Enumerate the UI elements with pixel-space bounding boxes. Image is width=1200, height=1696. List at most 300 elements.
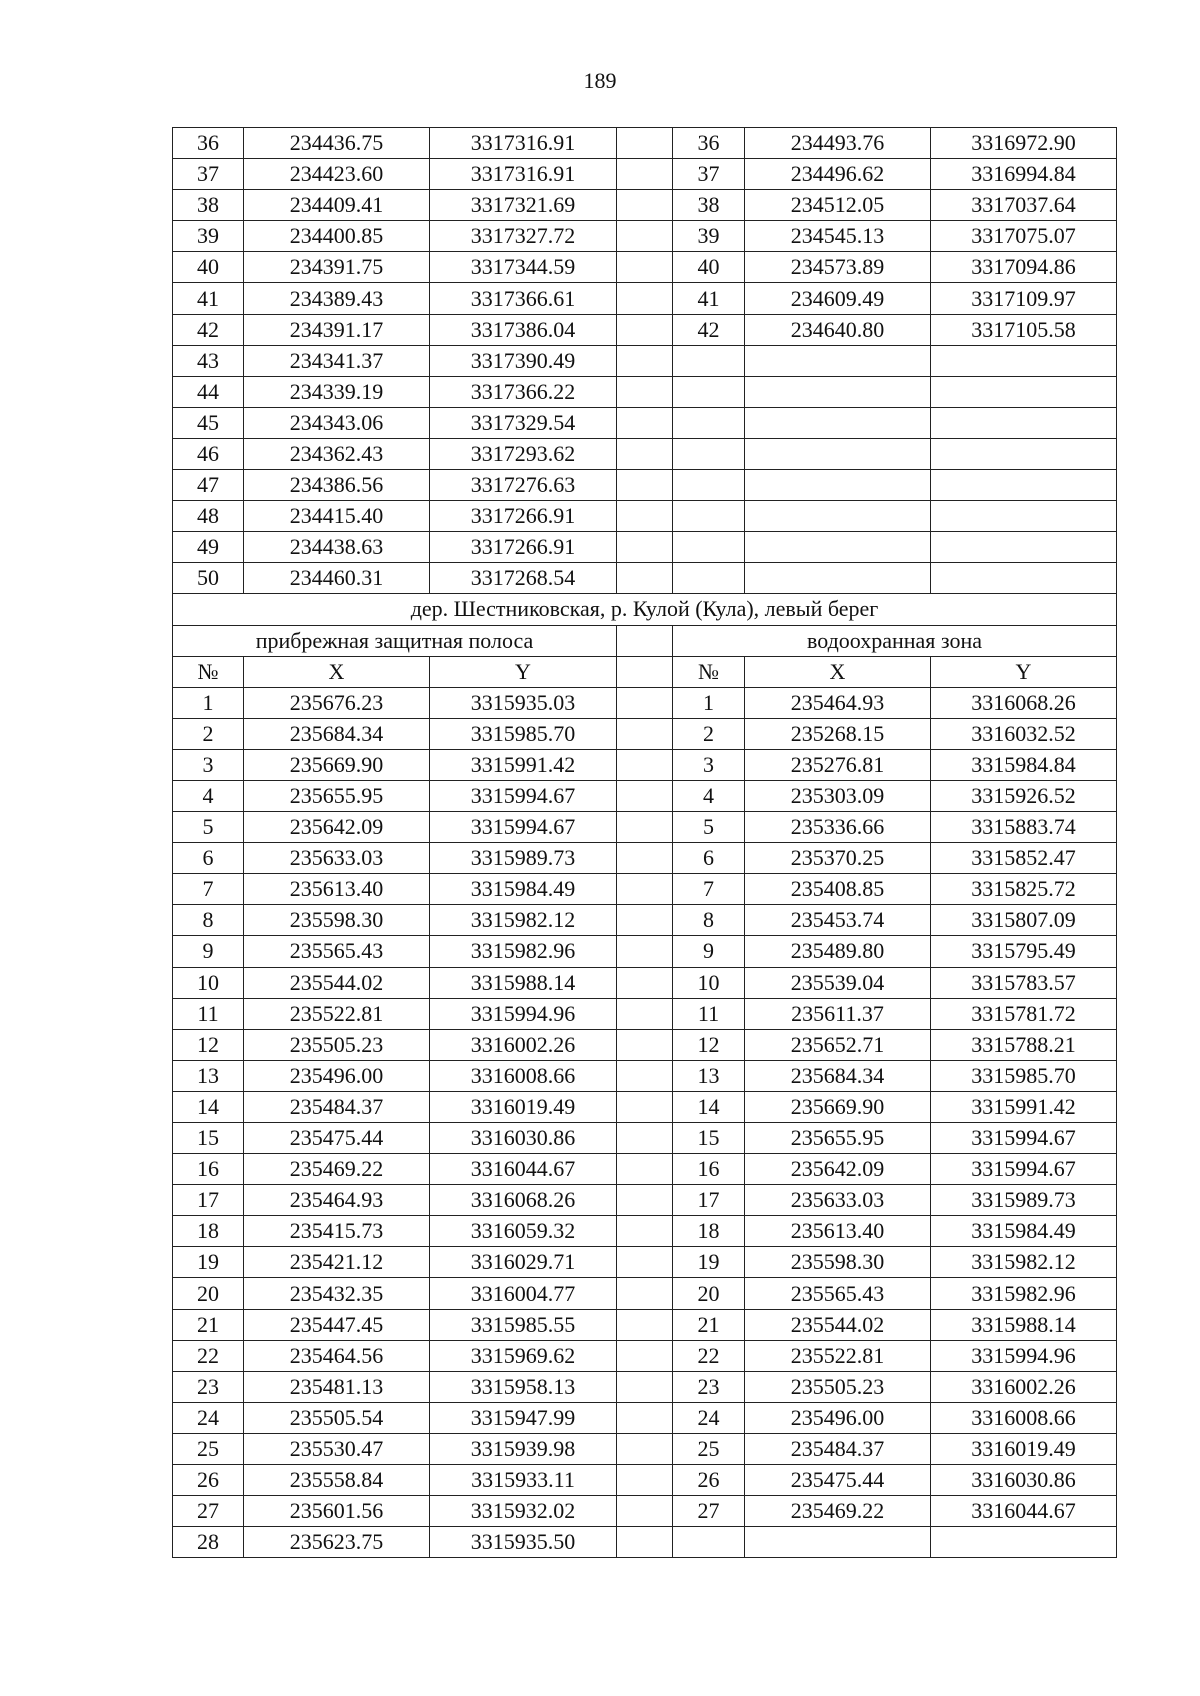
left-point-number: 3 <box>173 749 244 780</box>
left-x-coordinate: 235522.81 <box>244 998 430 1029</box>
table-row <box>173 1371 1117 1402</box>
table-row <box>173 812 1117 843</box>
table-row <box>173 128 1117 159</box>
right-y-coordinate <box>931 407 1117 438</box>
left-x-coordinate: 235642.09 <box>244 812 430 843</box>
right-x-coordinate: 235469.22 <box>745 1496 931 1527</box>
table-row <box>173 1060 1117 1091</box>
left-point-number: 49 <box>173 532 244 563</box>
left-point-number: 24 <box>173 1402 244 1433</box>
right-point-number: 7 <box>673 874 745 905</box>
left-x-coordinate: 235655.95 <box>244 780 430 811</box>
right-point-number: 8 <box>673 905 745 936</box>
table-row <box>173 1309 1117 1340</box>
left-point-number: 22 <box>173 1340 244 1371</box>
right-point-number: 37 <box>673 159 745 190</box>
left-x-coordinate: 235565.43 <box>244 936 430 967</box>
left-point-number: 44 <box>173 376 244 407</box>
left-point-number: 6 <box>173 843 244 874</box>
gap-cell <box>617 376 673 407</box>
right-y-coordinate: 3315852.47 <box>931 843 1117 874</box>
left-x-coordinate: 234391.17 <box>244 314 430 345</box>
left-y-coordinate: 3317268.54 <box>430 563 617 594</box>
right-y-coordinate <box>931 532 1117 563</box>
left-x-coordinate: 234460.31 <box>244 563 430 594</box>
left-y-coordinate: 3317366.22 <box>430 376 617 407</box>
right-x-coordinate: 235565.43 <box>745 1278 931 1309</box>
right-x-coordinate: 235336.66 <box>745 812 931 843</box>
gap-cell <box>617 470 673 501</box>
left-x-coordinate: 234415.40 <box>244 501 430 532</box>
right-y-coordinate: 3316044.67 <box>931 1496 1117 1527</box>
left-point-number: 28 <box>173 1527 244 1558</box>
gap-cell <box>617 407 673 438</box>
right-header-x: X <box>745 656 931 687</box>
gap-cell <box>617 159 673 190</box>
right-point-number: 20 <box>673 1278 745 1309</box>
right-point-number <box>673 532 745 563</box>
right-y-coordinate: 3317037.64 <box>931 190 1117 221</box>
table-row <box>173 221 1117 252</box>
left-x-coordinate: 234343.06 <box>244 407 430 438</box>
right-point-number <box>673 438 745 469</box>
left-x-coordinate: 235669.90 <box>244 749 430 780</box>
right-x-coordinate: 234640.80 <box>745 314 931 345</box>
left-y-coordinate: 3317276.63 <box>430 470 617 501</box>
left-y-coordinate: 3315994.67 <box>430 780 617 811</box>
right-x-coordinate: 235489.80 <box>745 936 931 967</box>
table-row <box>173 843 1117 874</box>
table-row <box>173 407 1117 438</box>
right-point-number: 10 <box>673 967 745 998</box>
right-header-y: Y <box>931 656 1117 687</box>
left-zone-title: прибрежная защитная полоса <box>173 625 617 656</box>
left-point-number: 17 <box>173 1185 244 1216</box>
left-header-y: Y <box>430 656 617 687</box>
left-point-number: 38 <box>173 190 244 221</box>
gap-cell <box>617 438 673 469</box>
right-y-coordinate: 3316030.86 <box>931 1465 1117 1496</box>
left-y-coordinate: 3315989.73 <box>430 843 617 874</box>
right-point-number: 19 <box>673 1247 745 1278</box>
left-x-coordinate: 234436.75 <box>244 128 430 159</box>
left-x-coordinate: 234409.41 <box>244 190 430 221</box>
right-y-coordinate: 3315994.67 <box>931 1154 1117 1185</box>
left-y-coordinate: 3315932.02 <box>430 1496 617 1527</box>
left-point-number: 41 <box>173 283 244 314</box>
right-point-number: 18 <box>673 1216 745 1247</box>
left-point-number: 39 <box>173 221 244 252</box>
left-point-number: 25 <box>173 1433 244 1464</box>
left-x-coordinate: 235469.22 <box>244 1154 430 1185</box>
right-y-coordinate: 3316019.49 <box>931 1433 1117 1464</box>
left-point-number: 23 <box>173 1371 244 1402</box>
right-y-coordinate: 3315991.42 <box>931 1091 1117 1122</box>
table-row <box>173 563 1117 594</box>
gap-cell <box>617 905 673 936</box>
right-y-coordinate <box>931 376 1117 407</box>
left-point-number: 1 <box>173 687 244 718</box>
left-y-coordinate: 3316002.26 <box>430 1029 617 1060</box>
right-point-number: 38 <box>673 190 745 221</box>
left-x-coordinate: 235464.93 <box>244 1185 430 1216</box>
right-y-coordinate: 3315926.52 <box>931 780 1117 811</box>
right-point-number: 14 <box>673 1091 745 1122</box>
gap-cell <box>617 345 673 376</box>
left-point-number: 2 <box>173 718 244 749</box>
left-y-coordinate: 3315984.49 <box>430 874 617 905</box>
right-point-number: 9 <box>673 936 745 967</box>
left-y-coordinate: 3316059.32 <box>430 1216 617 1247</box>
right-x-coordinate: 235669.90 <box>745 1091 931 1122</box>
right-y-coordinate: 3315982.96 <box>931 1278 1117 1309</box>
left-x-coordinate: 235684.34 <box>244 718 430 749</box>
left-y-coordinate: 3315985.55 <box>430 1309 617 1340</box>
table-row <box>173 438 1117 469</box>
right-y-coordinate: 3316002.26 <box>931 1371 1117 1402</box>
left-point-number: 42 <box>173 314 244 345</box>
left-x-coordinate: 235447.45 <box>244 1309 430 1340</box>
gap-cell <box>617 780 673 811</box>
gap-cell <box>617 314 673 345</box>
left-y-coordinate: 3317366.61 <box>430 283 617 314</box>
left-x-coordinate: 234423.60 <box>244 159 430 190</box>
left-x-coordinate: 235530.47 <box>244 1433 430 1464</box>
right-point-number <box>673 563 745 594</box>
right-x-coordinate <box>745 501 931 532</box>
table-row <box>173 998 1117 1029</box>
table-row <box>173 1091 1117 1122</box>
left-x-coordinate: 234386.56 <box>244 470 430 501</box>
left-y-coordinate: 3316030.86 <box>430 1123 617 1154</box>
left-y-coordinate: 3315935.50 <box>430 1527 617 1558</box>
right-x-coordinate: 235276.81 <box>745 749 931 780</box>
gap-cell <box>617 532 673 563</box>
left-y-coordinate: 3317316.91 <box>430 159 617 190</box>
table-row <box>173 376 1117 407</box>
left-x-coordinate: 235432.35 <box>244 1278 430 1309</box>
gap-cell <box>617 967 673 998</box>
right-x-coordinate: 234545.13 <box>745 221 931 252</box>
table-row <box>173 749 1117 780</box>
table-row <box>173 159 1117 190</box>
left-y-coordinate: 3317293.62 <box>430 438 617 469</box>
table-row <box>173 1433 1117 1464</box>
right-y-coordinate: 3315989.73 <box>931 1185 1117 1216</box>
right-point-number: 40 <box>673 252 745 283</box>
left-y-coordinate: 3315985.70 <box>430 718 617 749</box>
left-x-coordinate: 234362.43 <box>244 438 430 469</box>
right-x-coordinate: 235544.02 <box>745 1309 931 1340</box>
left-y-coordinate: 3315994.96 <box>430 998 617 1029</box>
gap-cell <box>617 749 673 780</box>
gap-cell <box>617 128 673 159</box>
left-x-coordinate: 235601.56 <box>244 1496 430 1527</box>
right-y-coordinate: 3317109.97 <box>931 283 1117 314</box>
gap-cell <box>617 1216 673 1247</box>
left-y-coordinate: 3317344.59 <box>430 252 617 283</box>
right-x-coordinate: 235655.95 <box>745 1123 931 1154</box>
right-x-coordinate <box>745 470 931 501</box>
left-y-coordinate: 3316008.66 <box>430 1060 617 1091</box>
left-x-coordinate: 235633.03 <box>244 843 430 874</box>
right-x-coordinate: 235370.25 <box>745 843 931 874</box>
left-y-coordinate: 3315994.67 <box>430 812 617 843</box>
right-x-coordinate: 235684.34 <box>745 1060 931 1091</box>
left-point-number: 36 <box>173 128 244 159</box>
right-y-coordinate <box>931 438 1117 469</box>
left-y-coordinate: 3317266.91 <box>430 501 617 532</box>
left-x-coordinate: 235415.73 <box>244 1216 430 1247</box>
left-point-number: 9 <box>173 936 244 967</box>
right-point-number: 26 <box>673 1465 745 1496</box>
right-point-number: 39 <box>673 221 745 252</box>
gap-cell <box>617 812 673 843</box>
left-x-coordinate: 235505.54 <box>244 1402 430 1433</box>
right-y-coordinate <box>931 1527 1117 1558</box>
right-y-coordinate: 3316994.84 <box>931 159 1117 190</box>
left-header-x: X <box>244 656 430 687</box>
right-x-coordinate: 235652.71 <box>745 1029 931 1060</box>
table-row <box>173 780 1117 811</box>
zone-title-row <box>173 625 1117 656</box>
right-point-number: 12 <box>673 1029 745 1060</box>
left-point-number: 15 <box>173 1123 244 1154</box>
column-header-row <box>173 656 1117 687</box>
right-x-coordinate <box>745 438 931 469</box>
right-point-number: 15 <box>673 1123 745 1154</box>
right-x-coordinate: 235496.00 <box>745 1402 931 1433</box>
left-point-number: 46 <box>173 438 244 469</box>
right-y-coordinate: 3315984.49 <box>931 1216 1117 1247</box>
left-y-coordinate: 3317390.49 <box>430 345 617 376</box>
right-x-coordinate: 234493.76 <box>745 128 931 159</box>
left-point-number: 37 <box>173 159 244 190</box>
left-point-number: 21 <box>173 1309 244 1340</box>
right-point-number: 22 <box>673 1340 745 1371</box>
left-y-coordinate: 3317386.04 <box>430 314 617 345</box>
left-y-coordinate: 3315939.98 <box>430 1433 617 1464</box>
left-point-number: 14 <box>173 1091 244 1122</box>
right-y-coordinate: 3315781.72 <box>931 998 1117 1029</box>
right-y-coordinate: 3316032.52 <box>931 718 1117 749</box>
right-point-number: 1 <box>673 687 745 718</box>
left-point-number: 20 <box>173 1278 244 1309</box>
right-x-coordinate <box>745 345 931 376</box>
right-y-coordinate: 3316008.66 <box>931 1402 1117 1433</box>
right-y-coordinate: 3315807.09 <box>931 905 1117 936</box>
left-y-coordinate: 3315969.62 <box>430 1340 617 1371</box>
right-x-coordinate: 235522.81 <box>745 1340 931 1371</box>
left-x-coordinate: 235505.23 <box>244 1029 430 1060</box>
table-row <box>173 1185 1117 1216</box>
table-row <box>173 1278 1117 1309</box>
table-row <box>173 283 1117 314</box>
right-point-number: 36 <box>673 128 745 159</box>
right-point-number <box>673 376 745 407</box>
left-x-coordinate: 235421.12 <box>244 1247 430 1278</box>
gap-cell <box>617 1433 673 1464</box>
right-x-coordinate: 235268.15 <box>745 718 931 749</box>
gap-cell <box>617 501 673 532</box>
left-point-number: 11 <box>173 998 244 1029</box>
right-y-coordinate: 3317094.86 <box>931 252 1117 283</box>
right-point-number <box>673 470 745 501</box>
right-y-coordinate: 3315984.84 <box>931 749 1117 780</box>
table-row <box>173 252 1117 283</box>
left-point-number: 10 <box>173 967 244 998</box>
table-row <box>173 470 1117 501</box>
right-x-coordinate: 235475.44 <box>745 1465 931 1496</box>
right-x-coordinate: 235598.30 <box>745 1247 931 1278</box>
left-header-num: № <box>173 656 244 687</box>
right-point-number: 13 <box>673 1060 745 1091</box>
left-y-coordinate: 3316044.67 <box>430 1154 617 1185</box>
table-row <box>173 1340 1117 1371</box>
right-point-number: 16 <box>673 1154 745 1185</box>
right-x-coordinate: 235453.74 <box>745 905 931 936</box>
gap-cell <box>617 1060 673 1091</box>
right-x-coordinate: 235505.23 <box>745 1371 931 1402</box>
gap-cell <box>617 1527 673 1558</box>
right-x-coordinate: 235611.37 <box>745 998 931 1029</box>
table-row <box>173 718 1117 749</box>
left-x-coordinate: 235475.44 <box>244 1123 430 1154</box>
gap-cell <box>617 1465 673 1496</box>
right-zone-title: водоохранная зона <box>673 625 1117 656</box>
left-y-coordinate: 3315988.14 <box>430 967 617 998</box>
right-y-coordinate: 3316068.26 <box>931 687 1117 718</box>
right-x-coordinate <box>745 407 931 438</box>
right-x-coordinate <box>745 1527 931 1558</box>
left-x-coordinate: 234438.63 <box>244 532 430 563</box>
left-point-number: 40 <box>173 252 244 283</box>
section-header <box>173 594 1117 687</box>
table-row <box>173 687 1117 718</box>
gap-cell <box>617 1185 673 1216</box>
right-x-coordinate: 235613.40 <box>745 1216 931 1247</box>
left-y-coordinate: 3317266.91 <box>430 532 617 563</box>
left-x-coordinate: 235558.84 <box>244 1465 430 1496</box>
table-row <box>173 314 1117 345</box>
gap-cell <box>617 283 673 314</box>
gap-cell <box>617 843 673 874</box>
left-x-coordinate: 234341.37 <box>244 345 430 376</box>
left-x-coordinate: 235623.75 <box>244 1527 430 1558</box>
table-row <box>173 345 1117 376</box>
left-y-coordinate: 3316029.71 <box>430 1247 617 1278</box>
right-point-number: 11 <box>673 998 745 1029</box>
left-point-number: 5 <box>173 812 244 843</box>
table-row <box>173 905 1117 936</box>
gap-cell <box>617 874 673 905</box>
right-y-coordinate: 3317105.58 <box>931 314 1117 345</box>
left-point-number: 50 <box>173 563 244 594</box>
left-y-coordinate: 3315958.13 <box>430 1371 617 1402</box>
right-x-coordinate: 234609.49 <box>745 283 931 314</box>
left-y-coordinate: 3317316.91 <box>430 128 617 159</box>
right-point-number: 41 <box>673 283 745 314</box>
gap-cell <box>617 718 673 749</box>
right-x-coordinate: 235642.09 <box>745 1154 931 1185</box>
right-x-coordinate: 235484.37 <box>745 1433 931 1464</box>
table-row <box>173 1527 1117 1558</box>
left-point-number: 7 <box>173 874 244 905</box>
right-point-number: 25 <box>673 1433 745 1464</box>
right-point-number <box>673 345 745 376</box>
bottom-section <box>173 687 1117 1558</box>
gap-cell <box>617 1309 673 1340</box>
right-x-coordinate <box>745 376 931 407</box>
table-row <box>173 1402 1117 1433</box>
right-x-coordinate: 235633.03 <box>745 1185 931 1216</box>
right-x-coordinate: 235539.04 <box>745 967 931 998</box>
gap-cell <box>617 1340 673 1371</box>
right-point-number: 21 <box>673 1309 745 1340</box>
gap-cell <box>617 1371 673 1402</box>
gap-cell <box>617 190 673 221</box>
page-number: 189 <box>583 68 617 93</box>
left-point-number: 45 <box>173 407 244 438</box>
gap-cell <box>617 221 673 252</box>
section-title: дер. Шестниковская, р. Кулой (Кула), левый берег <box>173 594 1117 625</box>
gap-cell <box>617 687 673 718</box>
left-x-coordinate: 234400.85 <box>244 221 430 252</box>
right-y-coordinate: 3317075.07 <box>931 221 1117 252</box>
table-row <box>173 874 1117 905</box>
gap-cell <box>617 625 673 656</box>
left-y-coordinate: 3315991.42 <box>430 749 617 780</box>
table-row <box>173 936 1117 967</box>
left-y-coordinate: 3317321.69 <box>430 190 617 221</box>
table-row <box>173 1154 1117 1185</box>
left-y-coordinate: 3315947.99 <box>430 1402 617 1433</box>
left-x-coordinate: 234389.43 <box>244 283 430 314</box>
gap-cell <box>617 656 673 687</box>
left-y-coordinate: 3315982.96 <box>430 936 617 967</box>
table-row <box>173 1247 1117 1278</box>
right-y-coordinate: 3315795.49 <box>931 936 1117 967</box>
right-y-coordinate: 3315883.74 <box>931 812 1117 843</box>
gap-cell <box>617 1278 673 1309</box>
right-point-number: 4 <box>673 780 745 811</box>
right-x-coordinate: 234573.89 <box>745 252 931 283</box>
left-x-coordinate: 234391.75 <box>244 252 430 283</box>
right-point-number: 17 <box>673 1185 745 1216</box>
table-row <box>173 1465 1117 1496</box>
left-point-number: 47 <box>173 470 244 501</box>
left-point-number: 43 <box>173 345 244 376</box>
left-y-coordinate: 3316068.26 <box>430 1185 617 1216</box>
table-row <box>173 190 1117 221</box>
gap-cell <box>617 252 673 283</box>
left-y-coordinate: 3315935.03 <box>430 687 617 718</box>
left-point-number: 4 <box>173 780 244 811</box>
left-y-coordinate: 3315982.12 <box>430 905 617 936</box>
right-x-coordinate <box>745 532 931 563</box>
left-y-coordinate: 3317329.54 <box>430 407 617 438</box>
section-title-row <box>173 594 1117 625</box>
right-y-coordinate: 3315985.70 <box>931 1060 1117 1091</box>
right-y-coordinate <box>931 563 1117 594</box>
right-point-number: 27 <box>673 1496 745 1527</box>
right-x-coordinate: 235464.93 <box>745 687 931 718</box>
left-x-coordinate: 235484.37 <box>244 1091 430 1122</box>
coordinates-table <box>172 127 1117 1558</box>
right-x-coordinate: 234496.62 <box>745 159 931 190</box>
left-y-coordinate: 3317327.72 <box>430 221 617 252</box>
right-point-number: 23 <box>673 1371 745 1402</box>
